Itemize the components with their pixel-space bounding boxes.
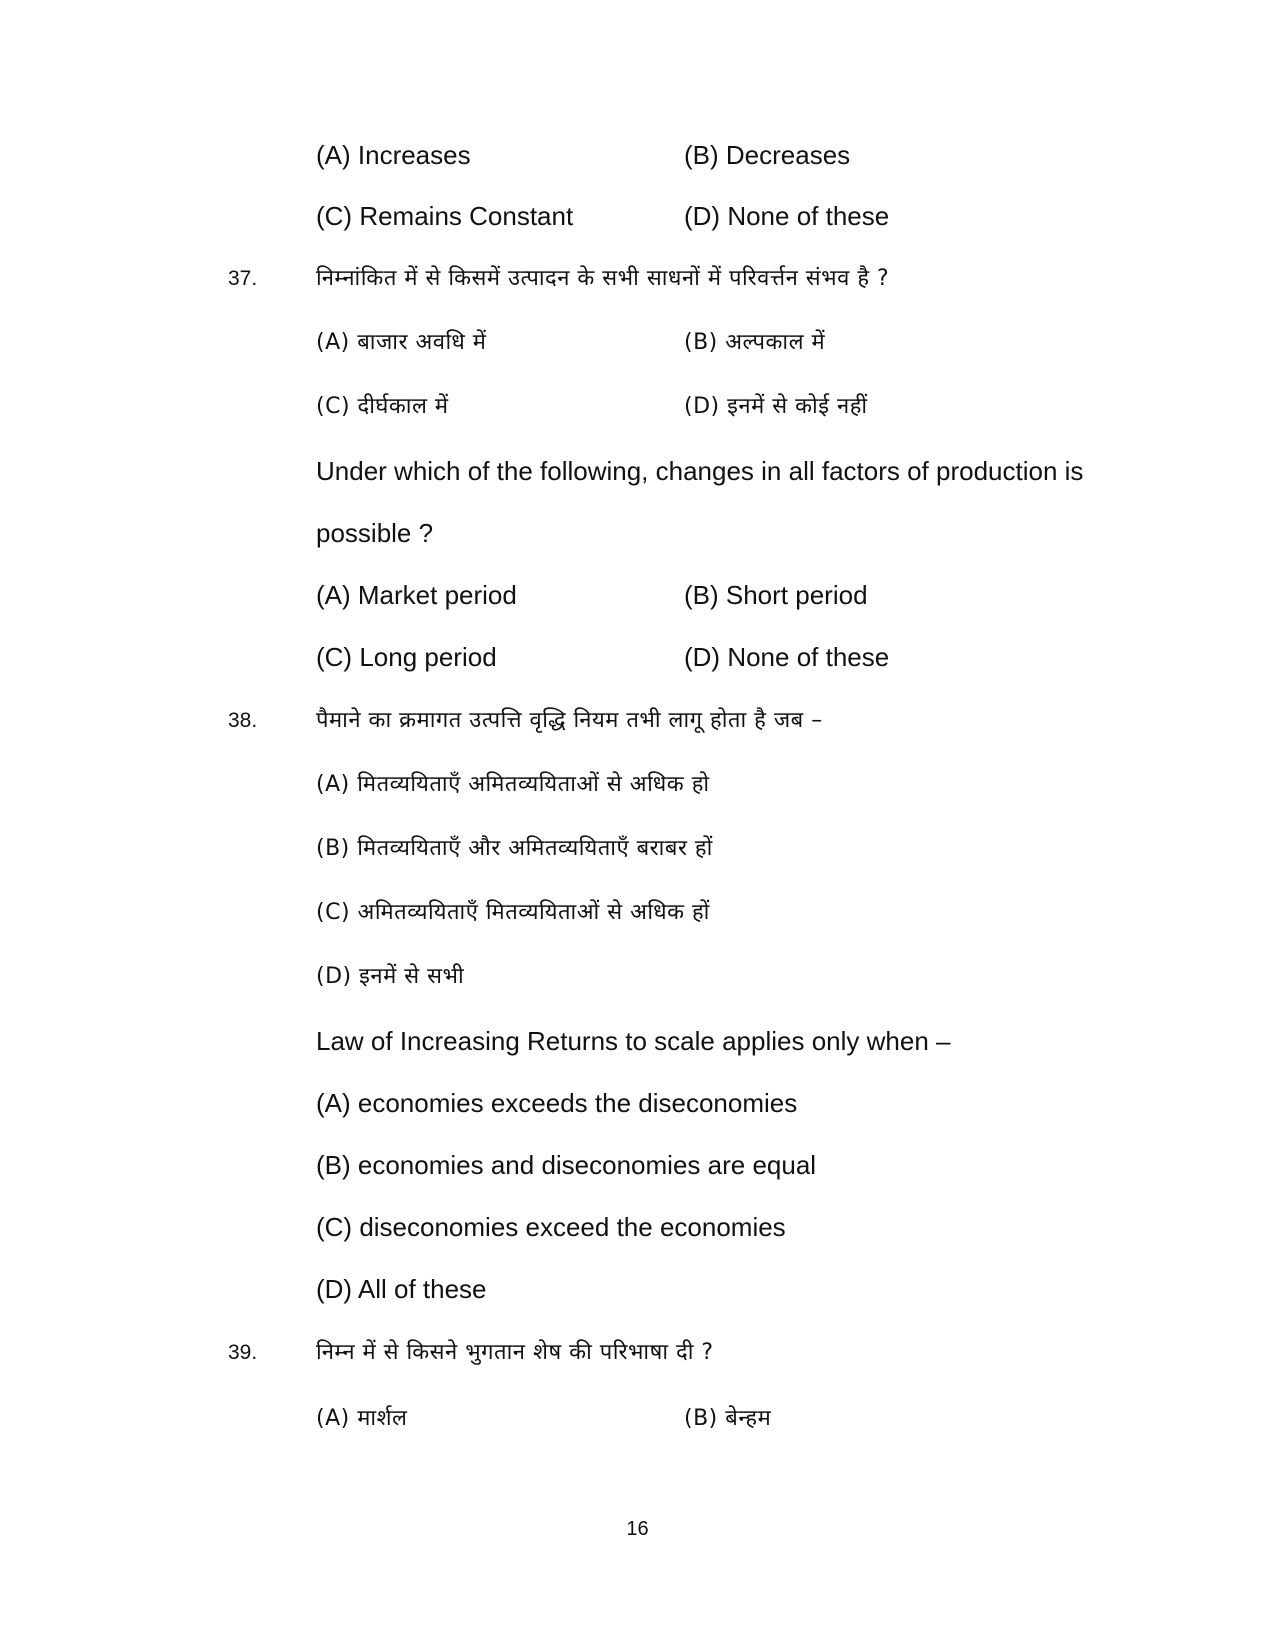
q37-hindi-option-a: (A) बाजार अवधि में [316,330,487,355]
q36-option-a: (A) Increases [316,140,471,170]
q38-hindi-option-b: (B) मितव्ययिताएँ और अमितव्ययिताएँ बराबर हों [316,836,713,861]
q37-option-b: (B) Short period [684,580,868,610]
q38-option-b: (B) economies and diseconomies are equal [316,1150,817,1180]
q38-hindi-option-c: (C) अमितव्ययिताएँ मितव्ययिताओं से अधिक हों [316,900,710,925]
q38-option-c: (C) diseconomies exceed the economies [316,1212,786,1242]
q39-number: 39. [228,1341,258,1364]
page-number: 16 [626,1518,649,1540]
q38-option-a: (A) economies exceeds the diseconomies [316,1088,798,1118]
q37-hindi-option-b: (B) अल्पकाल में [684,330,826,355]
q38-hindi-question: पैमाने का क्रमागत उत्पत्ति वृद्धि नियम तभी लागू होता है जब – [316,708,823,733]
q38-number: 38. [228,709,258,732]
q37-english-question-line1: Under which of the following, changes in all factors of production is [316,456,1084,486]
q38-hindi-option-a: (A) मितव्ययिताएँ अमितव्ययिताओं से अधिक हो [316,772,710,797]
q38-hindi-option-d: (D) इनमें से सभी [316,964,465,989]
q37-hindi-option-c: (C) दीर्घकाल में [316,394,449,419]
q39-hindi-option-b: (B) बेन्हम [684,1406,772,1431]
q36-option-d: (D) None of these [684,201,890,231]
q36-option-b: (B) Decreases [684,140,851,170]
q39-hindi-option-a: (A) मार्शल [316,1406,408,1431]
q36-option-c: (C) Remains Constant [316,201,574,231]
q38-option-d: (D) All of these [316,1274,487,1304]
q37-hindi-option-d: (D) इनमें से कोई नहीं [684,394,868,419]
q37-english-question-line2: possible ? [316,518,434,548]
q37-option-a: (A) Market period [316,580,517,610]
q37-hindi-question: निम्नांकित में से किसमें उत्पादन के सभी साधनों में परिवर्त्तन संभव है ? [316,266,890,291]
q38-english-question: Law of Increasing Returns to scale applies only when – [316,1026,951,1056]
q37-option-c: (C) Long period [316,642,497,672]
q39-hindi-question: निम्न में से किसने भुगतान शेष की परिभाषा दी ? [316,1340,714,1365]
q37-option-d: (D) None of these [684,642,890,672]
q37-number: 37. [228,267,258,290]
